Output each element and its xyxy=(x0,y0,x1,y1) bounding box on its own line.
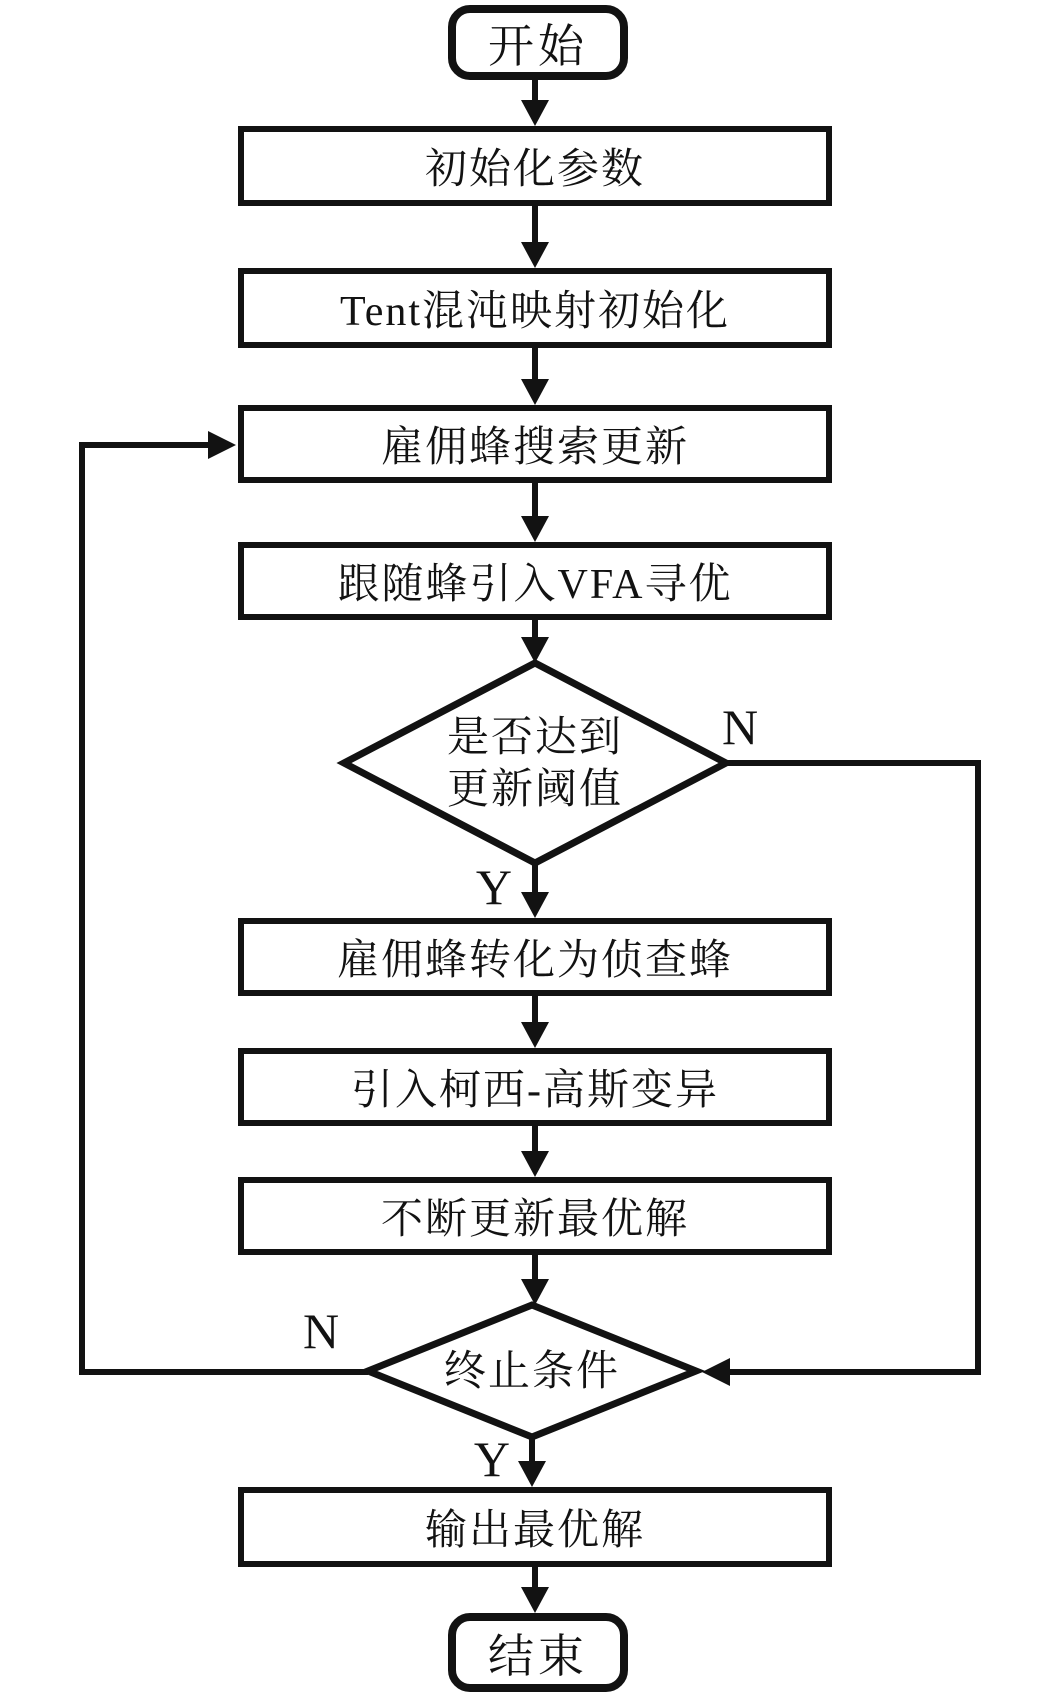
arrowhead xyxy=(521,1587,549,1613)
arrowhead xyxy=(518,1461,546,1487)
node-init-params-label: 初始化参数 xyxy=(424,147,645,193)
arrowhead xyxy=(521,892,549,918)
node-employed-to-scout-label: 雇佣蜂转化为侦查蜂 xyxy=(336,938,733,984)
branch-label-threshold-no: N xyxy=(722,699,759,755)
node-output-best-solution xyxy=(238,1487,832,1567)
node-start xyxy=(448,5,628,80)
node-output-best-solution-label: 输出最优解 xyxy=(424,1508,645,1554)
node-employed-bee-search-label: 雇佣蜂搜索更新 xyxy=(380,425,689,471)
arrowhead xyxy=(521,1151,549,1177)
node-end xyxy=(448,1613,628,1692)
arrowhead xyxy=(208,431,236,459)
node-update-best-solution-label: 不断更新最优解 xyxy=(380,1197,689,1243)
node-employed-to-scout xyxy=(238,918,832,996)
node-update-best-solution xyxy=(238,1177,832,1255)
node-update-threshold-decision xyxy=(385,712,685,816)
node-cauchy-gaussian-mutation xyxy=(238,1048,832,1126)
arrowhead xyxy=(521,242,549,268)
node-tent-chaos-init xyxy=(238,268,832,348)
node-onlooker-bee-vfa xyxy=(238,542,832,620)
branch-label-termination-yes: Y xyxy=(473,1431,510,1487)
node-employed-bee-search xyxy=(238,405,832,483)
branch-label-threshold-yes: Y xyxy=(475,859,512,915)
node-update-threshold-decision-line2: 更新阈值 xyxy=(446,767,623,813)
node-cauchy-gaussian-mutation-label: 引入柯西-高斯变异 xyxy=(351,1068,719,1114)
arrowhead xyxy=(521,637,549,663)
node-end-label: 结束 xyxy=(488,1630,588,1682)
arrowhead xyxy=(521,100,549,126)
node-init-params xyxy=(238,126,832,206)
arrowhead xyxy=(702,1358,730,1386)
node-termination-decision xyxy=(382,1346,682,1398)
arrowhead xyxy=(521,1022,549,1048)
node-update-threshold-decision-line1: 是否达到 xyxy=(446,715,623,761)
arrowhead xyxy=(521,379,549,405)
arrowhead xyxy=(521,516,549,542)
node-onlooker-bee-vfa-label: 跟随蜂引入VFA寻优 xyxy=(337,562,733,608)
node-termination-decision-label: 终止条件 xyxy=(443,1349,620,1395)
node-start-label: 开始 xyxy=(488,20,588,72)
node-tent-chaos-init-label: Tent混沌映射初始化 xyxy=(339,289,731,335)
branch-label-termination-no: N xyxy=(303,1303,340,1359)
arrowhead xyxy=(521,1279,549,1305)
